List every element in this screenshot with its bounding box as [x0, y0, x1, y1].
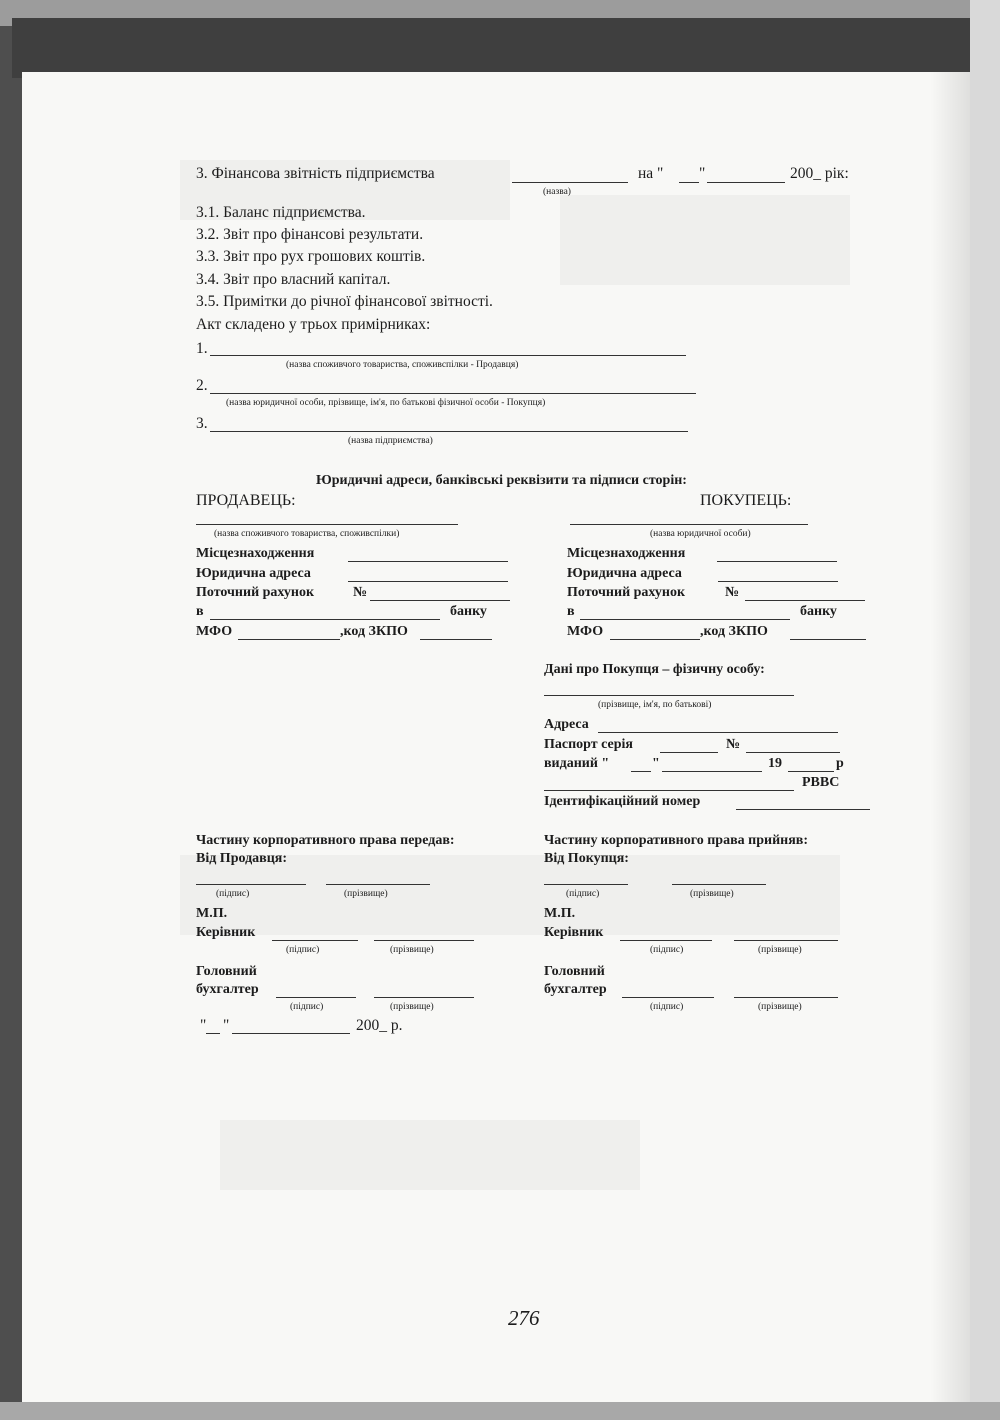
seller-code-blank [420, 639, 492, 640]
section-heading: 3. Фінансова звітність підприємства [196, 165, 435, 182]
page-edge-shadow [930, 72, 970, 1402]
seller-accountant-label: бухгалтер [196, 982, 259, 997]
seller-head-surname-blank [374, 940, 474, 941]
passport-series-blank [660, 752, 718, 753]
person-caption: (прізвище, ім'я, по батькові) [598, 700, 712, 710]
seller-acc-sign-blank [276, 997, 356, 998]
from-buyer-label: Від Покупця: [544, 851, 629, 866]
issued-year-blank [788, 771, 834, 772]
buyer-address-blank [718, 581, 838, 582]
date-month-blank [232, 1033, 350, 1034]
seller-acc-surname-blank [374, 997, 474, 998]
seller-sign-blank [196, 884, 306, 885]
show-through-block [220, 1120, 640, 1190]
copy-number: 1. [196, 340, 208, 357]
buyer-address-label: Юридична адреса [567, 566, 682, 581]
person-name-blank [544, 695, 794, 696]
surname-caption: (прізвище) [390, 1002, 434, 1012]
report-item: 3.4. Звіт про власний капітал. [196, 271, 391, 288]
buyer-acc-sign-blank [622, 997, 714, 998]
copy-number: 2. [196, 377, 208, 394]
seller-address-blank [348, 581, 508, 582]
seller-location-blank [348, 561, 508, 562]
sign-caption: (підпис) [216, 889, 250, 899]
surname-caption: (прізвище) [390, 945, 434, 955]
year-label: 200_ рік: [790, 165, 849, 182]
buyer-caption: (назва юридичної особи) [650, 529, 751, 539]
report-item: 3.2. Звіт про фінансові результати. [196, 226, 424, 243]
seller-location-label: Місцезнаходження [196, 546, 315, 561]
copy-2-blank [210, 393, 696, 394]
buyer-code-label: ,код ЗКПО [700, 624, 768, 639]
name-caption: (назва) [543, 187, 571, 197]
date-day-blank [206, 1033, 220, 1034]
day-blank [679, 182, 699, 183]
seller-in-label: в [196, 604, 204, 619]
seller-bank-label: банку [450, 604, 487, 619]
seller-account-num: № [353, 585, 368, 600]
issued-quote: " [652, 756, 660, 771]
seller-bank-blank [210, 619, 440, 620]
person-address-label: Адреса [544, 717, 589, 732]
report-item: 3.3. Звіт про рух грошових коштів. [196, 248, 426, 265]
on-date-label: на " [638, 165, 664, 182]
sign-caption: (підпис) [650, 945, 684, 955]
report-item: 3.5. Примітки до річної фінансової звітності. [196, 293, 493, 310]
report-item: 3.1. Баланс підприємства. [196, 204, 366, 221]
copy-3-blank [210, 431, 688, 432]
sign-caption: (підпис) [566, 889, 600, 899]
seller-surname-blank [326, 884, 430, 885]
buyer-mfo-blank [610, 639, 700, 640]
buyer-head-surname-blank [734, 940, 838, 941]
sign-caption: (підпис) [286, 945, 320, 955]
from-seller-label: Від Продавця: [196, 851, 288, 866]
buyer-code-blank [790, 639, 866, 640]
buyer-bank-label: банку [800, 604, 837, 619]
surname-caption: (прізвище) [690, 889, 734, 899]
buyer-surname-blank [672, 884, 766, 885]
buyer-account-num: № [725, 585, 740, 600]
date-quote: " [200, 1017, 207, 1034]
scan-bottom-strip [0, 1402, 1000, 1420]
issued-month-blank [662, 771, 762, 772]
passport-label: Паспорт серія [544, 737, 633, 752]
seller-caption: (назва споживчого товариства, споживспілки) [214, 529, 400, 539]
parties-heading: Юридичні адреси, банківські реквізити та підписи сторін: [316, 473, 687, 488]
person-address-blank [598, 732, 838, 733]
buyer-location-label: Місцезнаходження [567, 546, 686, 561]
passed-label: Частину корпоративного права передав: [196, 833, 455, 848]
surname-caption: (прізвище) [758, 1002, 802, 1012]
id-number-label: Ідентифікаційний номер [544, 794, 701, 809]
seller-name-blank [196, 524, 458, 525]
buyer-location-blank [717, 561, 837, 562]
report-name-blank [512, 182, 628, 183]
person-heading: Дані про Покупця – фізичну особу: [544, 662, 765, 677]
seller-head-label: Керівник [196, 925, 256, 940]
buyer-sign-blank [544, 884, 628, 885]
sign-caption: (підпис) [290, 1002, 324, 1012]
copy-2-caption: (назва юридичної особи, прізвище, ім'я, по батькові фізичної особи - Покупця) [226, 398, 546, 408]
buyer-account-blank [745, 600, 865, 601]
seller-account-blank [370, 600, 510, 601]
sign-caption: (підпис) [650, 1002, 684, 1012]
month-blank [707, 182, 785, 183]
accepted-label: Частину корпоративного права прийняв: [544, 833, 808, 848]
date-year: 200_ р. [356, 1017, 403, 1034]
seller-mfo-blank [238, 639, 340, 640]
rvvs-label: РВВС [802, 775, 840, 790]
page-number: 276 [508, 1306, 540, 1330]
scan-side-strip [970, 0, 1000, 1420]
seller-code-label: ,код ЗКПО [340, 624, 408, 639]
buyer-title: ПОКУПЕЦЬ: [700, 492, 792, 509]
date-quote: " [223, 1017, 230, 1034]
buyer-account-label: Поточний рахунок [567, 585, 686, 600]
seller-account-label: Поточний рахунок [196, 585, 315, 600]
seller-head-sign-blank [272, 940, 358, 941]
copies-intro: Акт складено у трьох примірниках: [196, 316, 431, 333]
copy-1-blank [210, 355, 686, 356]
buyer-accountant-label: бухгалтер [544, 982, 607, 997]
copy-1-caption: (назва споживчого товариства, споживспілки - Продавця) [286, 360, 519, 370]
copy-number: 3. [196, 415, 208, 432]
buyer-in-label: в [567, 604, 575, 619]
passport-num-blank [746, 752, 840, 753]
scan-dark-band [12, 18, 972, 78]
quote-mark: " [699, 165, 706, 182]
issued-day-blank [631, 771, 651, 772]
buyer-head-label: Керівник [544, 925, 604, 940]
issued-label: виданий " [544, 756, 610, 771]
rvvs-blank [544, 790, 794, 791]
issued-r-label: р [836, 756, 844, 771]
seller-chief-label: Головний [196, 964, 257, 979]
surname-caption: (прізвище) [344, 889, 388, 899]
buyer-acc-surname-blank [734, 997, 838, 998]
buyer-bank-blank [580, 619, 790, 620]
show-through-block [560, 195, 850, 285]
surname-caption: (прізвище) [758, 945, 802, 955]
seller-mfo-label: МФО [196, 624, 233, 639]
seller-stamp: М.П. [196, 906, 228, 921]
buyer-stamp: М.П. [544, 906, 576, 921]
buyer-head-sign-blank [620, 940, 712, 941]
seller-address-label: Юридична адреса [196, 566, 311, 581]
buyer-mfo-label: МФО [567, 624, 604, 639]
copy-3-caption: (назва підприємства) [348, 436, 433, 446]
seller-title: ПРОДАВЕЦЬ: [196, 492, 296, 509]
id-number-blank [736, 809, 870, 810]
buyer-name-blank [570, 524, 808, 525]
buyer-chief-label: Головний [544, 964, 605, 979]
passport-num-label: № [726, 737, 741, 752]
issued-year-label: 19 [768, 756, 782, 771]
